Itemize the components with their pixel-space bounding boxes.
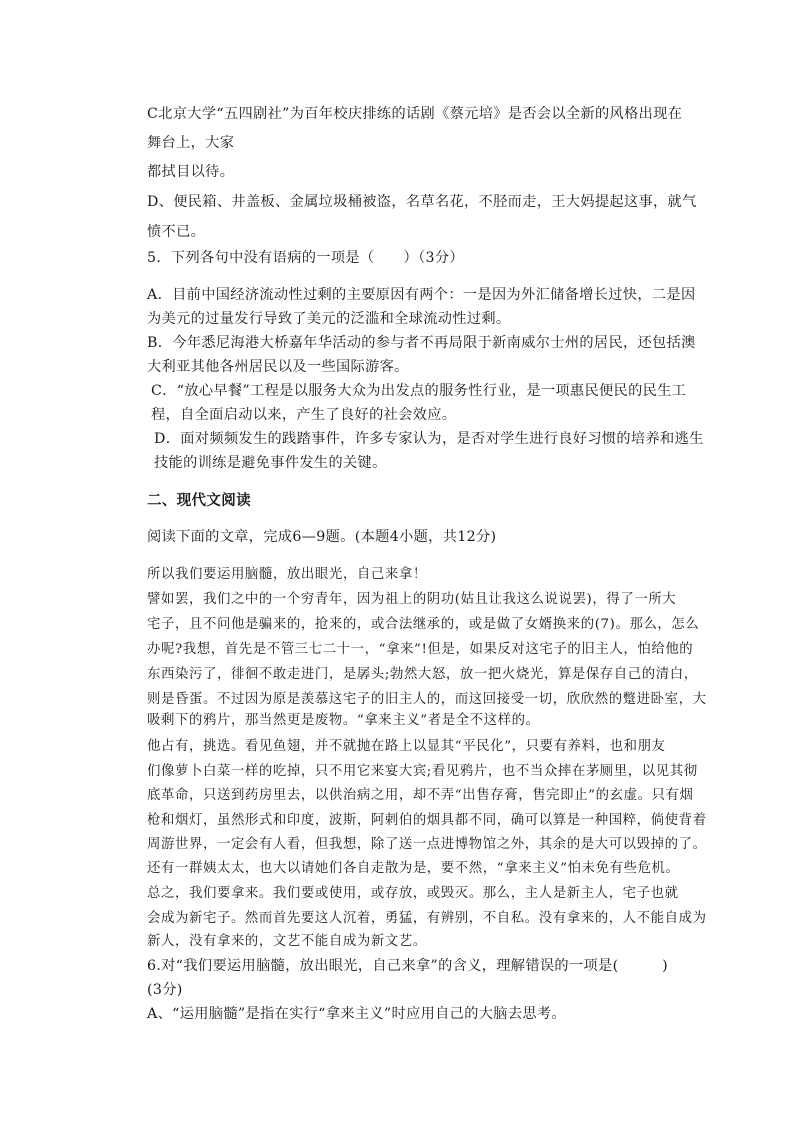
section-title: 二、现代文阅读 — [147, 493, 251, 509]
article-line: 他占有，挑选。看见鱼翅，并不就抛在路上以显其“平民化”，只要有养料，也和朋友 — [147, 739, 666, 754]
q5-option-c-line2: 程，自全面启动以来，产生了良好的社会效应。 — [151, 407, 457, 423]
article-line: 还有一群姨太太，也大以请她们各自走散为是，要不然，“拿来主义”怕未免有些危机。 — [147, 861, 680, 876]
article-line: 们像萝卜白菜一样的吃掉，只不用它来宴大宾;看见鸦片，也不当众摔在茅厕里，以见其彻 — [147, 764, 698, 779]
q4-option-c-line1: C北京大学“五四剧社”为百年校庆排练的话剧《蔡元培》是否会以全新的风格出现在 — [147, 106, 683, 122]
article-line: 则是昏蛋。不过因为原是羡慕这宅子的旧主人的，而这回接受一切，欣欣然的蹩进卧室，大 — [147, 692, 707, 707]
q4-option-d-line1: D、便民箱、井盖板、金属垃圾桶被盗，名草名花，不胫而走，王大妈提起这事，就气 — [147, 194, 697, 210]
q6-stem-line1: 6.对“我们要运用脑髓，放出眼光，自己来拿”的含义，理解错误的一项是( ) — [147, 958, 668, 974]
q5-option-b-line2: 大利亚其他各州居民以及一些国际游客。 — [147, 359, 409, 375]
q5-option-a-line2: 为美元的过量发行导致了美元的泛滥和全球流动性过剩。 — [147, 311, 511, 327]
article-line: 所以我们要运用脑髓，放出眼光，自己来拿！ — [147, 567, 427, 582]
q4-option-c-line3: 都拭目以待。 — [147, 164, 235, 180]
q5-option-d-line1: D．面对频频发生的践踏事件，许多专家认为，是否对学生进行良好习惯的培养和逃生 — [154, 431, 704, 447]
article-line: 总之，我们要拿来。我们要或使用，或存放，或毁灭。那么，主人是新主人，宅子也就 — [147, 886, 679, 901]
q5-option-a-line1: A．目前中国经济流动性过剩的主要原因有两个：一是因为外汇储备增长过快，二是因 — [147, 287, 696, 303]
article-line: 新人，没有拿来的，文艺不能自成为新文艺。 — [147, 934, 427, 949]
q4-option-d-line2: 愤不已。 — [147, 224, 206, 240]
article-line: 譬如罢，我们之中的一个穷青年，因为祖上的阴功(姑且让我这么说说罢)，得了一所大 — [147, 592, 677, 607]
article-line: 吸剩下的鸦片，那当然更是废物。“拿来主义”者是全不这样的。 — [147, 713, 540, 728]
reading-intro: 阅读下面的文章，完成6—9题。(本题4小题，共12分) — [147, 529, 497, 545]
q5-option-b-line1: B．今年悉尼海港大桥嘉年华活动的参与者不再局限于新南威尔士州的居民，还包括澳 — [147, 335, 696, 351]
article-line: 东西染污了，徘徊不敢走进门，是孱头;勃然大怒，放一把火烧光，算是保存自己的清白， — [147, 667, 698, 682]
article-line: 办呢?我想，首先是不管三七二十一，“拿来”!但是，如果反对这宅子的旧主人，怕给他的 — [147, 642, 694, 657]
article-line: 宅子，且不问他是骗来的，抢来的，或合法继承的，或是做了女婿换来的(7)。那么，怎么 — [147, 617, 700, 632]
article-line: 枪和烟灯，虽然形式和印度，波斯，阿剌伯的烟具都不同，确可以算是一种国粹，倘使背着 — [147, 813, 707, 828]
q6-stem-line2: (3分) — [147, 982, 183, 998]
article-line: 周游世界，一定会有人看，但我想，除了送一点进博物馆之外，其余的是大可以毁掉的了。 — [147, 837, 707, 852]
q5-option-c-line1: C．“放心早餐”工程是以服务大众为出发点的服务性行业，是一项惠民便民的民生工 — [151, 383, 687, 399]
q5-option-d-line2: 技能的训练是避免事件发生的关键。 — [154, 455, 387, 471]
article-line: 底革命，只送到药房里去，以供治病之用，却不弄“出售存膏，售完即止”的玄虚。只有烟 — [147, 788, 694, 803]
q4-option-c-line2: 舞台上，大家 — [147, 135, 235, 151]
article-line: 会成为新宅子。然而首先要这人沉着，勇猛，有辨别，不自私。没有拿来的，人不能自成为 — [147, 911, 707, 926]
q5-stem: 5．下列各句中没有语病的一项是（ ）（3分） — [147, 250, 464, 266]
q6-option-a: A、“运用脑髓”是指在实行“拿来主义”时应用自己的大脑去思考。 — [147, 1006, 566, 1022]
